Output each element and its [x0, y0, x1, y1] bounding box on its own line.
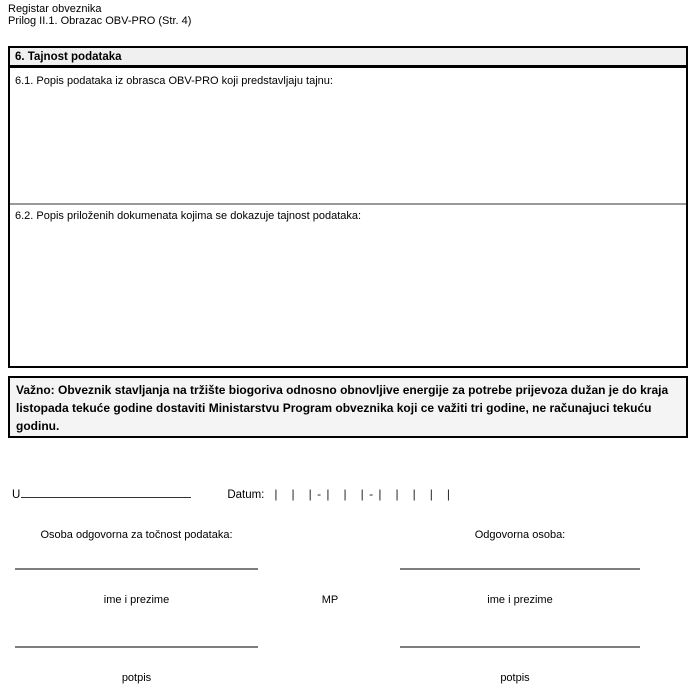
left-signature-line — [15, 646, 258, 648]
section-6-title: 6. Tajnost podataka — [10, 48, 686, 68]
date-input-cells[interactable]: | | | - | | | - | | | | | — [274, 487, 452, 501]
place-input-line[interactable] — [21, 486, 191, 498]
right-signature-line — [400, 646, 640, 648]
document-header — [8, 4, 191, 27]
section-6-box — [8, 46, 688, 368]
field-6-2-label: 6.2. Popis priloženih dokumenata kojima se dokazuje tajnost podataka: — [15, 210, 362, 222]
attachment-subtitle: Prilog II.1. Obrazac OBV-PRO (Str. 4) — [8, 14, 192, 27]
right-name-line — [400, 568, 640, 570]
right-sign-label: potpis — [500, 672, 530, 684]
place-date-row — [12, 486, 451, 500]
field-6-2-input-area[interactable] — [15, 222, 680, 322]
right-signature-title: Odgovorna osoba: — [474, 529, 566, 541]
field-6-1 — [10, 68, 686, 203]
stamp-label: MP — [321, 594, 339, 606]
date-label: Datum: — [227, 489, 265, 501]
left-name-label: ime i prezime — [103, 594, 170, 606]
field-6-1-label: 6.1. Popis podataka iz obrasca OBV-PRO koji predstavljaju tajnu: — [15, 75, 333, 87]
left-name-line — [15, 568, 258, 570]
left-signature-title: Osoba odgovorna za točnost podataka: — [40, 529, 233, 541]
right-name-label: ime i prezime — [487, 594, 553, 606]
field-6-2 — [10, 205, 686, 360]
left-sign-label: potpis — [121, 672, 152, 684]
register-title: Registar obveznika — [8, 3, 102, 15]
field-6-1-input-area[interactable] — [15, 87, 680, 187]
important-notice: Važno: Obveznik stavljanja na tržište biogoriva odnosno obnovljive energije za potrebe prijevoza dužan je do kraja listopada tekuće godine dostaviti Ministarstvu Program obveznika koji ce važiti tri godine, ne računajuci tekuću godinu. — [8, 376, 688, 438]
place-prefix: U — [12, 489, 21, 501]
